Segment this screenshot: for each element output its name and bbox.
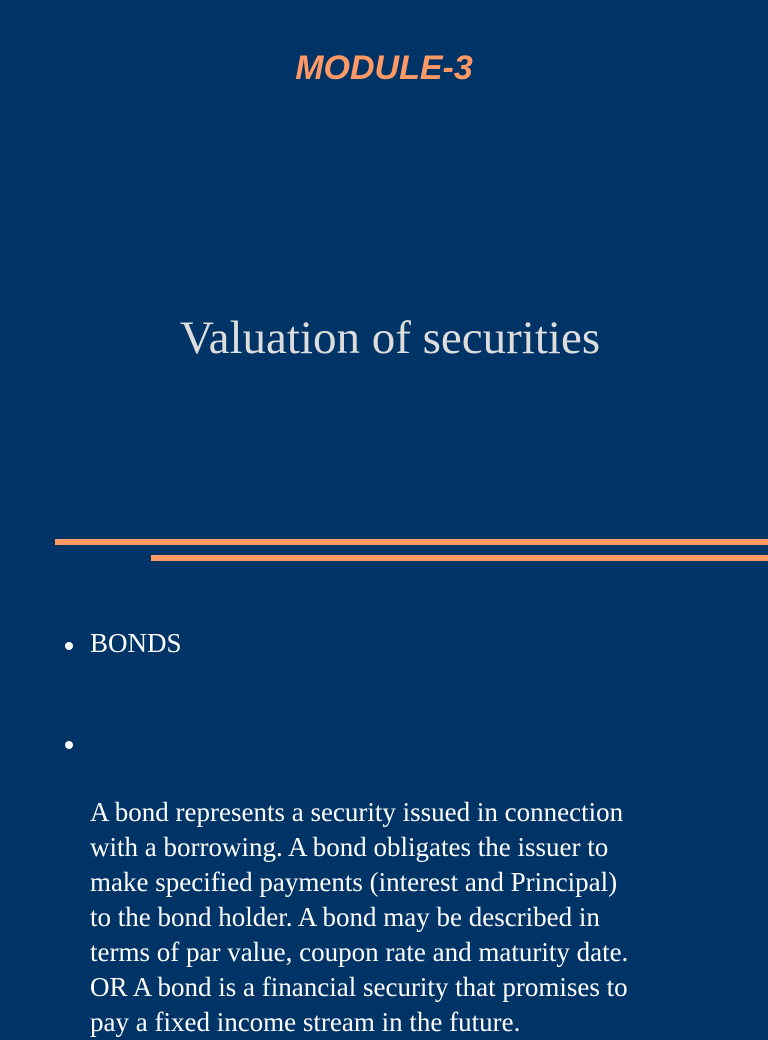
- bullet-text: A bond represents a security issued in connection with a borrowing. A bond obligates the issuer to make specified payments (interest and Principal) to the bond holder. A bond may be described in terms of par value, coupon rate and maturity date. OR A bond is a financial security that promises to pay a fixed income stream in the future.: [90, 797, 629, 1037]
- accent-rule-lower: [151, 555, 768, 561]
- bullet-text: BONDS: [90, 628, 182, 658]
- bullet-dot-icon: [65, 642, 73, 650]
- bullet-dot-icon: [65, 741, 73, 749]
- bullet-list: [60, 626, 740, 1040]
- accent-rule-upper: [55, 539, 768, 545]
- bullet-item-bond-definition: [60, 725, 740, 1040]
- module-heading: MODULE-3: [295, 49, 473, 87]
- slide-title: Valuation of securities: [179, 312, 601, 364]
- bullet-item-bonds: [60, 626, 740, 661]
